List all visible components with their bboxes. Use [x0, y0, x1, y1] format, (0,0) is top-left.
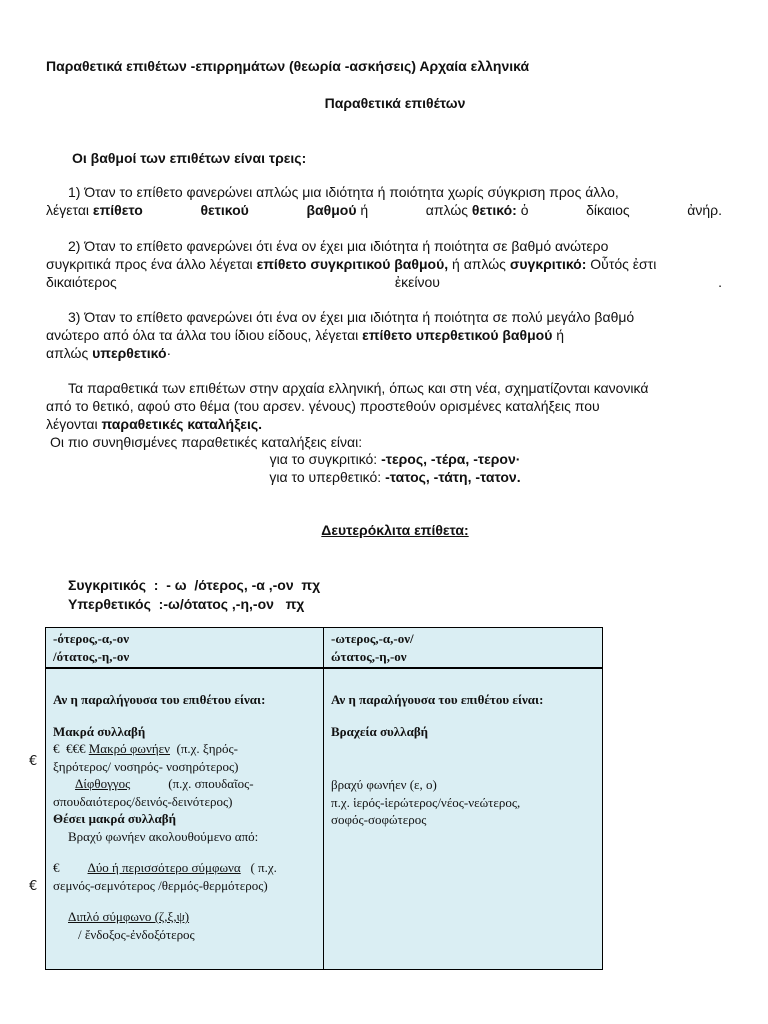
comparison-rules-table [45, 627, 603, 970]
margin-euro-symbol: € [29, 754, 38, 769]
header-cell-otero: -ότερος,-α,-ον /ότατος,-η,-ον [46, 628, 324, 669]
document-title: Παραθετικά επιθέτων -επιρρημάτων (θεωρία -ασκήσεις) Αρχαία ελληνικά [46, 58, 530, 74]
paragraph-positive: 1) Όταν το επίθετο φανερώνει απλώς μια ιδιότητα ή ποιότητα χωρίς σύγκριση προς άλλο, λέγεται επίθετο θετικού βαθμού ή απλώς θετικό: ὁ δίκαιος ἀνήρ. [46, 184, 722, 218]
paragraph-superlative: 3) Όταν το επίθετο φανερώνει ότι ένα ον έχει μια ιδιότητα ή ποιότητα σε πολύ μεγάλο βαθμό ανώτερο από όλα τα άλλα του ίδιου είδους, λέγεται επίθετο υπερθετικού βαθμού ή απλώς υπερθετικό· [46, 309, 635, 361]
table-header-row [46, 628, 603, 669]
section-subtitle: Παραθετικά επιθέτων [324, 95, 466, 111]
cell-long-syllable-rules: Αν η παραλήγουσα του επιθέτου είναι: Μακρά συλλαβή € €€€ Μακρό φωνήεν (π.χ. ξηρός- ξηρότερος/ νοσηρός- νοσηρότερος) Δίφθογγος (π.χ. σπουδαῖος- σπουδαιότερος/δεινός-δεινότερος) Θέσει μακρά συλλαβή Βραχύ φωνήεν ακολουθούμενο από: € Δύο ή περισσότερο σύμφωνα ( π.χ. σεμνός-σεμνότερος /θερμός-θερμότερος) Διπλό σύμφωνο (ζ,ξ,ψ) / ἔνδοξος-ἐνδοξότερος [46, 668, 324, 970]
comparative-superlative-forms: Συγκριτικός : - ω /ότερος, -α ,-ον πχ Υπερθετικός :-ω/ότατος ,-η,-ον πχ [68, 577, 321, 612]
cell-short-syllable-rules: Αν η παραλήγουσα του επιθέτου είναι: Βραχεία συλλαβή βραχύ φωνήεν (ε, ο) π.χ. ἱερός-ἱερώτερος/νέος-νεώτερος, σοφός-σοφώτερος [324, 668, 603, 970]
endings-list: για το συγκριτικό: -τερος, -τέρα, -τερον· για το υπερθετικό: -τατος, -τάτη, -τατον. [269, 451, 521, 485]
margin-euro-symbol: € [29, 879, 38, 894]
second-declension-heading: Δευτερόκλιτα επίθετα: [321, 522, 469, 538]
table-body-row [46, 668, 603, 970]
paragraph-comparative: 2) Όταν το επίθετο φανερώνει ότι ένα ον έχει μια ιδιότητα ή ποιότητα σε βαθμό ανώτερο συγκριτικά προς ένα άλλο λέγεται επίθετο συγκριτικού βαθμού, ή απλώς συγκριτικό: Οὗτός ἐστι δικαιότερος ἐκείνου . [46, 238, 722, 290]
grades-heading: Οι βαθμοί των επιθέτων είναι τρεις: [72, 150, 307, 166]
paragraph-endings: Τα παραθετικά των επιθέτων στην αρχαία ελληνική, όπως και στη νέα, σχηματίζονται κανονικά από το θετικό, αφού στο θέμα (του αρσεν. γένους) προστεθούν ορισμένες καταλήξεις που λέγονται παραθετικές καταλήξεις. Οι πιο συνηθισμένες παραθετικές καταλήξεις είναι: [46, 380, 649, 450]
header-cell-otero-omega: -ωτερος,-α,-ον/ ώτατος,-η,-ον [324, 628, 603, 669]
